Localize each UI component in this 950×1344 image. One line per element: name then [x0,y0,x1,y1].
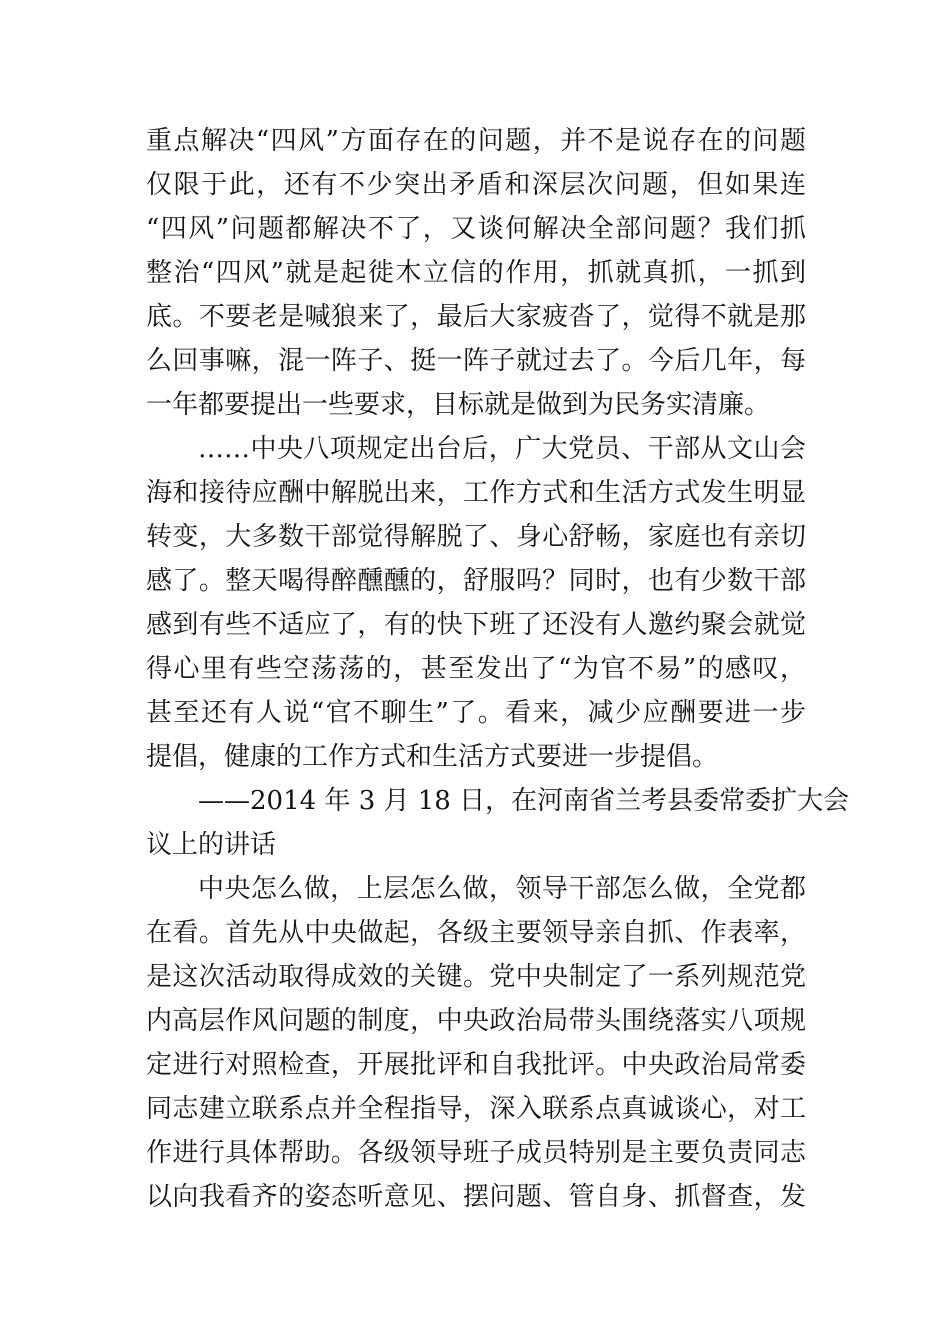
text-line: 是这次活动取得成效的关键。党中央制定了一系列规范党 [146,962,806,992]
speech-citation: 议上的讲话 [146,830,277,860]
text-line: 在看。首先从中央做起，各级主要领导亲自抓、作表率， [146,918,806,948]
text-line: 作进行具体帮助。各级领导班子成员特别是主要负责同志 [146,1138,806,1168]
text-line: 一年都要提出一些要求，目标就是做到为民务实清廉。 [146,390,771,420]
text-line: 整治“四风”就是起徙木立信的作用，抓就真抓，一抓到 [146,258,806,288]
text-line: 中央怎么做，上层怎么做，领导干部怎么做，全党都 [198,874,806,904]
text-line: “四风”问题都解决不了，又谈何解决全部问题？我们抓 [146,214,806,244]
text-line: 仅限于此，还有不少突出矛盾和深层次问题，但如果连 [146,170,806,200]
text-line: 得心里有些空荡荡的，甚至发出了“为官不易”的感叹， [146,654,806,684]
text-line: 内高层作风问题的制度，中央政治局带头围绕落实八项规 [146,1006,806,1036]
text-line: 重点解决“四风”方面存在的问题，并不是说存在的问题 [146,126,806,156]
speech-citation: ——2014 年 3 月 18 日，在河南省兰考县委常委扩大会 [198,786,850,816]
text-line: 定进行对照检查，开展批评和自我批评。中央政治局常委 [146,1050,806,1080]
text-line: 甚至还有人说“官不聊生”了。看来，减少应酬要进一步 [146,698,806,728]
text-line: 转变，大多数干部觉得解脱了、身心舒畅，家庭也有亲切 [146,522,806,552]
text-line: 提倡，健康的工作方式和生活方式要进一步提倡。 [146,742,719,772]
text-line: 感了。整天喝得醉醺醺的，舒服吗？同时，也有少数干部 [146,566,806,596]
text-line: 同志建立联系点并全程指导，深入联系点真诚谈心，对工 [146,1094,806,1124]
text-line: 海和接待应酬中解脱出来，工作方式和生活方式发生明显 [146,478,806,508]
text-line: 么回事嘛，混一阵子、挺一阵子就过去了。今后几年，每 [146,346,806,376]
text-line: 以向我看齐的姿态听意见、摆问题、管自身、抓督查，发 [146,1182,806,1212]
text-line: 感到有些不适应了，有的快下班了还没有人邀约聚会就觉 [146,610,806,640]
text-line: ……中央八项规定出台后，广大党员、干部从文山会 [198,434,806,464]
text-line: 底。不要老是喊狼来了，最后大家疲沓了，觉得不就是那 [146,302,806,332]
